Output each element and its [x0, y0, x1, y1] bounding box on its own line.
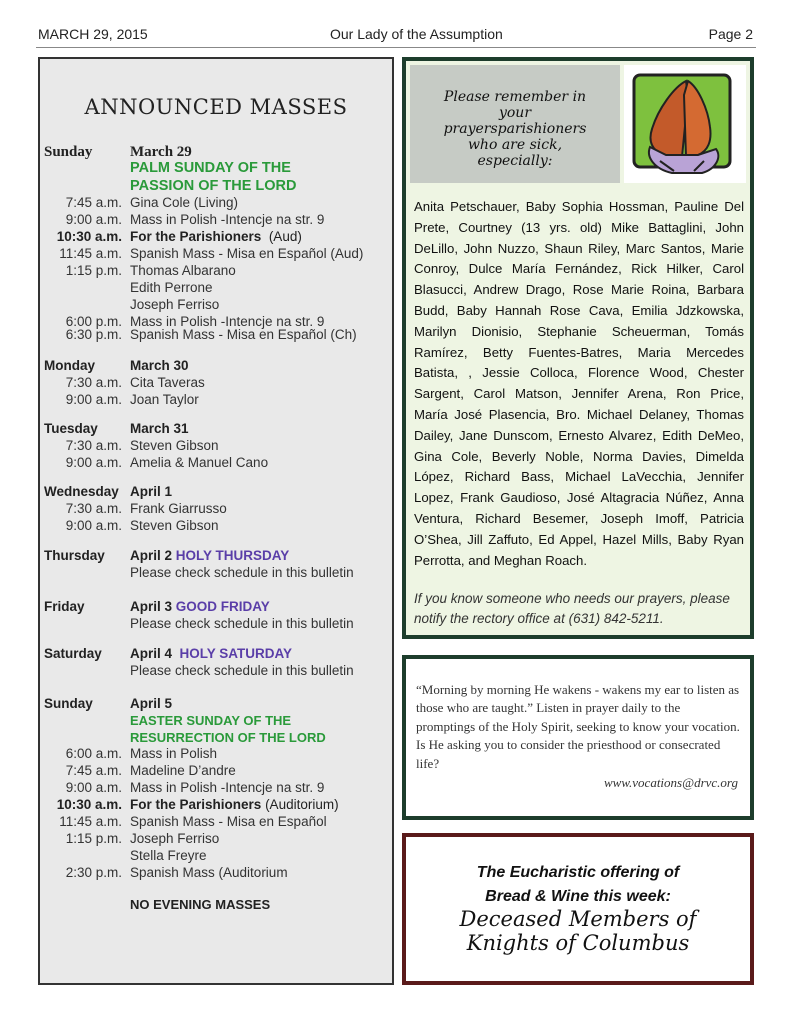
prayer-list-box: [402, 57, 754, 639]
day-label: Wednesday: [44, 484, 119, 499]
feast-title: PALM SUNDAY OF THE: [130, 160, 291, 176]
schedule-note: Please check schedule in this bulletin: [130, 565, 354, 580]
day-date: March 29: [130, 144, 192, 160]
eucharistic-offering-box: [402, 833, 754, 985]
sick-parishioners-list: Anita Petschauer, Baby Sophia Hossman, Pauline Del Prete, Courtney (13 yrs. old) Mike Battaglini, John DeLillo, John Nuzzo, Shaun Riley, Marc Santos, Marie Conroy, Dulce María Fernández, Rick Hilker, Carol Blasucci, Andrew Drago, Rose Marie Roina, Barbara Budd, Baby Hannah Rose Cava, Emilia Jdzkowska, Marilyn Dionisio, Stephanie Scheuerman, Tomás Ramírez, Betty Fuentes-Batres, Maria Mercedes Batista, , Jessie Colloca, Florence Wood, Chester Sargent, Carol Matson, Jennifer Arena, Ron Price, María José Plasencia, Bro. Michael Delaney, Thomas Dailey, Jane Dunscom, Ernesto Alvarez, Edith DeMeo, Gina Cole, Beverly Noble, Norma Davies, Dimelda López, Richard Bass, Michael LaVecchia, Jennifer Lopez, Frank Gaudioso, José Altagracia Núñez, Anna Ventura, Richard Besemer, Joseph Imoff, Patricia O’Shea, Jill Zaffuto, Ed Appel, Hazel Mills, Baby Ryan Perrotta, and Meghan Roach.: [414, 199, 744, 568]
header-page-number: Page 2: [708, 26, 753, 42]
day-date: April 5: [130, 696, 173, 711]
feast-title: PASSION OF THE LORD: [130, 178, 297, 194]
day-label: Thursday: [44, 548, 105, 563]
eucharist-heading: The Eucharistic offering of Bread & Wine this week:: [476, 864, 680, 905]
prayer-request-note: If you know someone who needs our prayers, please notify the rectory office at (631) 842-5211.: [414, 591, 730, 626]
prayer-heading: Please remember in your prayersparishioners who are sick, especially:: [410, 65, 620, 183]
day-label: Tuesday: [44, 421, 98, 436]
announced-masses-panel: ANNOUNCED MASSES Sunday March 29 PALM SUNDAY OF THE PASSION OF THE LORD 7:45 a.m. Gina Cole (Living) 9:00 a.m. Mass in Polish -Intencje na str. 9 10:30 a.m. For the Parishioners (Aud) 11:45 a.m. Spanish Mass - Misa en Español (Aud) 1:15 p.m. Thomas Albarano Edith Perrone Joseph Ferriso 6:00 p.m. Mass in Polish -Intencje na str. 9 6:30 p.m. Spanish Mass - Misa en Español (Ch) Monday March 30 7:30 a.m. Cita Taveras 9:00 a.m. Joan Taylor Tuesday March 31 7:30 a.m. Steven Gibson 9:00 a.m. Amelia & Manuel Cano Wednesday April 1 7:30 a.m. Frank Giarrusso 9:00 a.m. Steven Gibson Thursday April 2 HOLY THURSDAY Please check schedule in this bulletin Friday April 3 GOOD FRIDAY Please check schedule in this bulletin Saturday April 4 HOLY SATURDAY Please check schedule in this bulletin Sunday April 5 EASTER SUNDAY OF THE RESURRECTION OF THE LORD 6:00 a.m. Mass in Polish 7:45 a.m. Madeline D’andre 9:00 a.m. Mass in Polish -Intencje na str. 9 10:30 a.m. For the Parishioners (Auditorium) 11:45 a.m. Spanish Mass - Misa en Español 1:15 p.m. Joseph Ferriso Stella Freyre 2:30 p.m. Spanish Mass (Auditorium NO EVENING MASSES: [38, 57, 394, 985]
feast-title: RESURRECTION OF THE LORD: [130, 730, 326, 745]
day-date: March 30: [130, 358, 189, 373]
day-date: April 3 GOOD FRIDAY: [130, 599, 270, 614]
praying-hands-icon: [624, 65, 746, 183]
day-label: Monday: [44, 358, 96, 373]
day-date: April 1: [130, 484, 173, 499]
day-label: Sunday: [44, 696, 93, 711]
day-label: Saturday: [44, 646, 102, 661]
header-parish: Our Lady of the Assumption: [330, 26, 503, 42]
header-rule: [36, 47, 756, 48]
day-label: Friday: [44, 599, 85, 614]
schedule-note: Please check schedule in this bulletin: [130, 616, 354, 631]
day-date: April 2 HOLY THURSDAY: [130, 548, 290, 563]
day-label: Sunday: [44, 144, 93, 160]
vocation-box: [402, 655, 754, 820]
vocation-website[interactable]: www.vocations@drvc.org: [603, 775, 738, 790]
vocation-quote: “Morning by morning He wakens - wakens my ear to listen as those who are taught.” Listen in prayer daily to the promptings of the Holy Spirit, seeking to know your vocation. Is He asking you to consider the priesthood or consecrated life?: [416, 682, 740, 771]
masses-title: ANNOUNCED MASSES: [84, 95, 348, 119]
eucharist-dedication: Deceased Members of Knights of Columbus: [459, 907, 697, 955]
no-evening-masses: NO EVENING MASSES: [130, 897, 271, 912]
day-date: March 31: [130, 421, 189, 436]
feast-title: EASTER SUNDAY OF THE: [130, 713, 292, 728]
day-date: April 4 HOLY SATURDAY: [130, 646, 293, 661]
schedule-note: Please check schedule in this bulletin: [130, 663, 354, 678]
header-date: MARCH 29, 2015: [38, 26, 148, 42]
